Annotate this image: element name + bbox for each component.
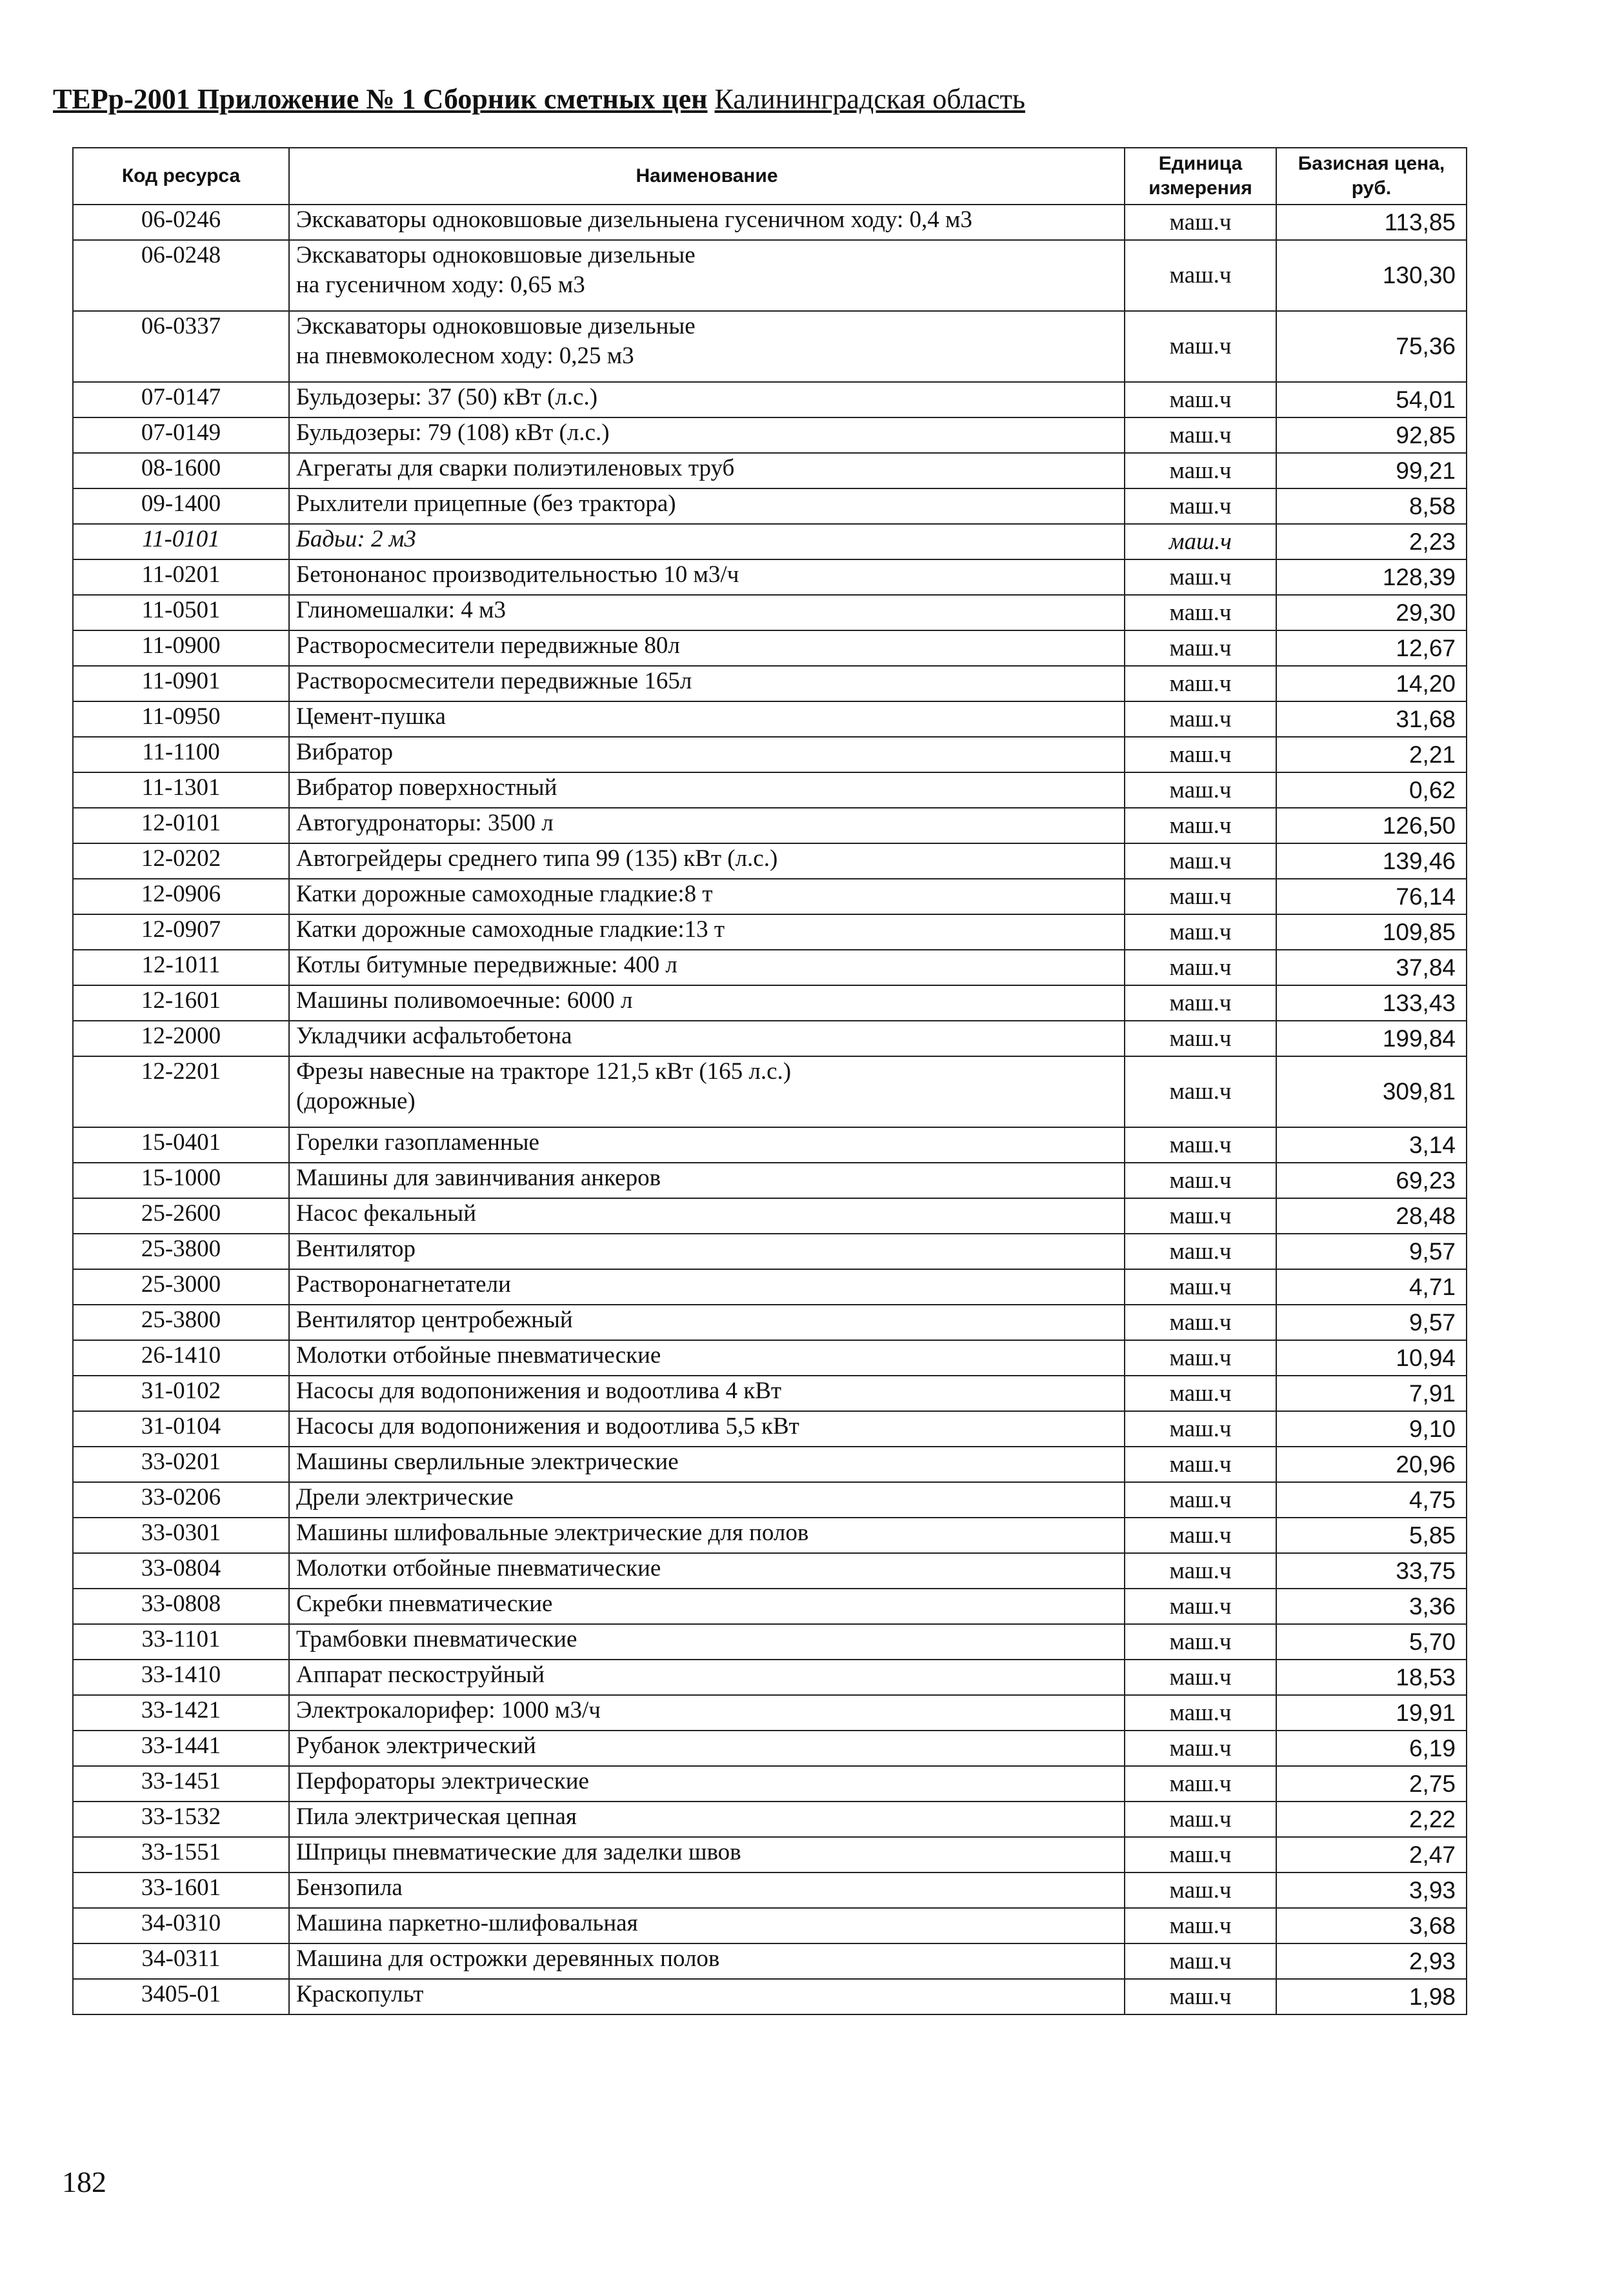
price-cell: 130,30 — [1276, 240, 1467, 311]
table-row — [73, 382, 1467, 417]
column-header-code: Код ресурса — [73, 148, 289, 205]
table-header-row — [73, 148, 1467, 205]
table-row — [73, 1837, 1467, 1872]
unit-cell: маш.ч — [1125, 1553, 1276, 1589]
name-cell: Экскаваторы одноковшовые дизельные на гусеничном ходу: 0,65 м3 — [289, 240, 1125, 311]
name-cell: Аппарат пескоструйный — [289, 1660, 1125, 1695]
code-cell: 25-2600 — [73, 1198, 289, 1234]
name-cell: Вентилятор — [289, 1234, 1125, 1269]
price-cell: 19,91 — [1276, 1695, 1467, 1731]
price-cell: 9,10 — [1276, 1411, 1467, 1447]
price-cell: 3,68 — [1276, 1908, 1467, 1943]
unit-cell: маш.ч — [1125, 1943, 1276, 1979]
price-cell: 4,75 — [1276, 1482, 1467, 1518]
table-row — [73, 1695, 1467, 1731]
price-cell: 76,14 — [1276, 879, 1467, 914]
code-cell: 06-0337 — [73, 311, 289, 382]
price-cell: 199,84 — [1276, 1021, 1467, 1056]
price-cell: 20,96 — [1276, 1447, 1467, 1482]
price-cell: 75,36 — [1276, 311, 1467, 382]
name-cell: Дрели электрические — [289, 1482, 1125, 1518]
unit-cell: маш.ч — [1125, 1269, 1276, 1305]
name-cell: Машины для завинчивания анкеров — [289, 1163, 1125, 1198]
price-cell: 10,94 — [1276, 1340, 1467, 1376]
unit-cell: маш.ч — [1125, 1695, 1276, 1731]
name-cell: Горелки газопламенные — [289, 1127, 1125, 1163]
name-cell: Экскаваторы одноковшовые дизельныена гусеничном ходу: 0,4 м3 — [289, 205, 1125, 240]
name-cell: Перфораторы электрические — [289, 1766, 1125, 1802]
unit-cell: маш.ч — [1125, 1482, 1276, 1518]
unit-cell: маш.ч — [1125, 914, 1276, 950]
code-cell: 34-0310 — [73, 1908, 289, 1943]
table-row — [73, 1766, 1467, 1802]
unit-cell: маш.ч — [1125, 1979, 1276, 2014]
price-cell: 31,68 — [1276, 701, 1467, 737]
price-cell: 139,46 — [1276, 843, 1467, 879]
page-number: 182 — [62, 2165, 106, 2198]
price-cell: 2,93 — [1276, 1943, 1467, 1979]
unit-cell: маш.ч — [1125, 630, 1276, 666]
code-cell: 12-0906 — [73, 879, 289, 914]
table-row — [73, 559, 1467, 595]
price-cell: 29,30 — [1276, 595, 1467, 630]
price-cell: 2,47 — [1276, 1837, 1467, 1872]
table-row — [73, 1056, 1467, 1127]
code-cell: 3405-01 — [73, 1979, 289, 2014]
unit-cell: маш.ч — [1125, 1340, 1276, 1376]
code-cell: 11-0101 — [73, 524, 289, 559]
unit-cell: маш.ч — [1125, 417, 1276, 453]
name-cell: Растворосмесители передвижные 165л — [289, 666, 1125, 701]
code-cell: 33-1441 — [73, 1731, 289, 1766]
table-row — [73, 1376, 1467, 1411]
name-cell: Глиномешалки: 4 м3 — [289, 595, 1125, 630]
price-cell: 33,75 — [1276, 1553, 1467, 1589]
unit-cell: маш.ч — [1125, 1518, 1276, 1553]
code-cell: 33-0804 — [73, 1553, 289, 1589]
unit-cell: маш.ч — [1125, 666, 1276, 701]
price-cell: 92,85 — [1276, 417, 1467, 453]
table-row — [73, 1411, 1467, 1447]
code-cell: 25-3800 — [73, 1234, 289, 1269]
code-cell: 06-0246 — [73, 205, 289, 240]
table-row — [73, 1979, 1467, 2014]
code-cell: 11-0950 — [73, 701, 289, 737]
unit-cell: маш.ч — [1125, 737, 1276, 772]
unit-cell: маш.ч — [1125, 1872, 1276, 1908]
price-cell: 133,43 — [1276, 985, 1467, 1021]
unit-cell: маш.ч — [1125, 1411, 1276, 1447]
code-cell: 33-1410 — [73, 1660, 289, 1695]
table-row — [73, 1234, 1467, 1269]
unit-cell: маш.ч — [1125, 205, 1276, 240]
code-cell: 09-1400 — [73, 488, 289, 524]
name-cell: Машины поливомоечные: 6000 л — [289, 985, 1125, 1021]
price-cell: 2,22 — [1276, 1802, 1467, 1837]
code-cell: 12-1011 — [73, 950, 289, 985]
price-cell: 309,81 — [1276, 1056, 1467, 1127]
code-cell: 33-0206 — [73, 1482, 289, 1518]
name-cell: Бульдозеры: 79 (108) кВт (л.с.) — [289, 417, 1125, 453]
name-cell: Фрезы навесные на тракторе 121,5 кВт (165 л.с.) (дорожные) — [289, 1056, 1125, 1127]
price-cell: 37,84 — [1276, 950, 1467, 985]
column-header-name: Наименование — [289, 148, 1125, 205]
code-cell: 12-1601 — [73, 985, 289, 1021]
code-cell: 12-0101 — [73, 808, 289, 843]
name-cell: Экскаваторы одноковшовые дизельные на пневмоколесном ходу: 0,25 м3 — [289, 311, 1125, 382]
name-cell: Растворосмесители передвижные 80л — [289, 630, 1125, 666]
table-row — [73, 701, 1467, 737]
code-cell: 11-0501 — [73, 595, 289, 630]
unit-cell: маш.ч — [1125, 1056, 1276, 1127]
table-row — [73, 1482, 1467, 1518]
table-row — [73, 1624, 1467, 1660]
name-cell: Шприцы пневматические для заделки швов — [289, 1837, 1125, 1872]
table-row — [73, 772, 1467, 808]
table-row — [73, 1163, 1467, 1198]
name-cell: Растворонагнетатели — [289, 1269, 1125, 1305]
table-row — [73, 1518, 1467, 1553]
price-cell: 12,67 — [1276, 630, 1467, 666]
price-cell: 3,93 — [1276, 1872, 1467, 1908]
table-row — [73, 1553, 1467, 1589]
table-row — [73, 808, 1467, 843]
table-row — [73, 1127, 1467, 1163]
table-row — [73, 1269, 1467, 1305]
code-cell: 12-2000 — [73, 1021, 289, 1056]
code-cell: 33-1551 — [73, 1837, 289, 1872]
price-cell: 128,39 — [1276, 559, 1467, 595]
name-cell: Краскопульт — [289, 1979, 1125, 2014]
name-cell: Рыхлители прицепные (без трактора) — [289, 488, 1125, 524]
code-cell: 31-0104 — [73, 1411, 289, 1447]
unit-cell: маш.ч — [1125, 1305, 1276, 1340]
unit-cell: маш.ч — [1125, 701, 1276, 737]
price-cell: 7,91 — [1276, 1376, 1467, 1411]
unit-cell: маш.ч — [1125, 453, 1276, 488]
table-row — [73, 1872, 1467, 1908]
name-cell: Машина паркетно-шлифовальная — [289, 1908, 1125, 1943]
page-title — [53, 83, 1025, 115]
price-cell: 2,23 — [1276, 524, 1467, 559]
code-cell: 07-0149 — [73, 417, 289, 453]
name-cell: Трамбовки пневматические — [289, 1624, 1125, 1660]
code-cell: 25-3800 — [73, 1305, 289, 1340]
table-row — [73, 914, 1467, 950]
code-cell: 33-0301 — [73, 1518, 289, 1553]
name-cell: Бадьи: 2 м3 — [289, 524, 1125, 559]
unit-cell: маш.ч — [1125, 559, 1276, 595]
table-row — [73, 1021, 1467, 1056]
name-cell: Катки дорожные самоходные гладкие:13 т — [289, 914, 1125, 950]
unit-cell: маш.ч — [1125, 595, 1276, 630]
unit-cell: маш.ч — [1125, 240, 1276, 311]
name-cell: Бензопила — [289, 1872, 1125, 1908]
code-cell: 15-0401 — [73, 1127, 289, 1163]
table-row — [73, 311, 1467, 382]
table-row — [73, 1340, 1467, 1376]
code-cell: 08-1600 — [73, 453, 289, 488]
name-cell: Автогрейдеры среднего типа 99 (135) кВт (л.с.) — [289, 843, 1125, 879]
table-body — [73, 205, 1467, 2014]
price-cell: 14,20 — [1276, 666, 1467, 701]
code-cell: 07-0147 — [73, 382, 289, 417]
code-cell: 15-1000 — [73, 1163, 289, 1198]
table-row — [73, 1660, 1467, 1695]
price-cell: 2,21 — [1276, 737, 1467, 772]
name-cell: Электрокалорифер: 1000 м3/ч — [289, 1695, 1125, 1731]
price-cell: 126,50 — [1276, 808, 1467, 843]
unit-cell: маш.ч — [1125, 879, 1276, 914]
unit-cell: маш.ч — [1125, 1021, 1276, 1056]
unit-cell: маш.ч — [1125, 1589, 1276, 1624]
name-cell: Молотки отбойные пневматические — [289, 1553, 1125, 1589]
code-cell: 12-0907 — [73, 914, 289, 950]
price-cell: 109,85 — [1276, 914, 1467, 950]
unit-cell: маш.ч — [1125, 1660, 1276, 1695]
unit-cell: маш.ч — [1125, 772, 1276, 808]
code-cell: 06-0248 — [73, 240, 289, 311]
name-cell: Вибратор поверхностный — [289, 772, 1125, 808]
table-row — [73, 737, 1467, 772]
table-row — [73, 1589, 1467, 1624]
code-cell: 11-1301 — [73, 772, 289, 808]
code-cell: 26-1410 — [73, 1340, 289, 1376]
unit-cell: маш.ч — [1125, 808, 1276, 843]
table-row — [73, 524, 1467, 559]
price-cell: 9,57 — [1276, 1234, 1467, 1269]
code-cell: 31-0102 — [73, 1376, 289, 1411]
table-row — [73, 1908, 1467, 1943]
name-cell: Скребки пневматические — [289, 1589, 1125, 1624]
price-cell: 8,58 — [1276, 488, 1467, 524]
name-cell: Молотки отбойные пневматические — [289, 1340, 1125, 1376]
name-cell: Насос фекальный — [289, 1198, 1125, 1234]
code-cell: 11-0900 — [73, 630, 289, 666]
unit-cell: маш.ч — [1125, 1802, 1276, 1837]
unit-cell: маш.ч — [1125, 985, 1276, 1021]
code-cell: 33-0201 — [73, 1447, 289, 1482]
name-cell: Насосы для водопонижения и водоотлива 5,5 кВт — [289, 1411, 1125, 1447]
table-row — [73, 985, 1467, 1021]
table-row — [73, 453, 1467, 488]
table-row — [73, 843, 1467, 879]
price-cell: 4,71 — [1276, 1269, 1467, 1305]
unit-cell: маш.ч — [1125, 1908, 1276, 1943]
table-row — [73, 205, 1467, 240]
price-cell: 3,14 — [1276, 1127, 1467, 1163]
code-cell: 33-1101 — [73, 1624, 289, 1660]
unit-cell: маш.ч — [1125, 1766, 1276, 1802]
unit-cell: маш.ч — [1125, 1198, 1276, 1234]
title-main: ТЕРр-2001 Приложение № 1 Сборник сметных цен — [53, 83, 708, 115]
unit-cell: маш.ч — [1125, 1163, 1276, 1198]
table-row — [73, 240, 1467, 311]
name-cell: Катки дорожные самоходные гладкие:8 т — [289, 879, 1125, 914]
table-row — [73, 1943, 1467, 1979]
price-cell: 5,70 — [1276, 1624, 1467, 1660]
code-cell: 12-0202 — [73, 843, 289, 879]
code-cell: 33-0808 — [73, 1589, 289, 1624]
price-cell: 18,53 — [1276, 1660, 1467, 1695]
name-cell: Бетононанос производительностью 10 м3/ч — [289, 559, 1125, 595]
unit-cell: маш.ч — [1125, 1447, 1276, 1482]
name-cell: Машины сверлильные электрические — [289, 1447, 1125, 1482]
code-cell: 33-1451 — [73, 1766, 289, 1802]
code-cell: 25-3000 — [73, 1269, 289, 1305]
name-cell: Цемент-пушка — [289, 701, 1125, 737]
name-cell: Вентилятор центробежный — [289, 1305, 1125, 1340]
table-row — [73, 1731, 1467, 1766]
unit-cell: маш.ч — [1125, 1624, 1276, 1660]
name-cell: Насосы для водопонижения и водоотлива 4 кВт — [289, 1376, 1125, 1411]
table-row — [73, 630, 1467, 666]
name-cell: Автогудронаторы: 3500 л — [289, 808, 1125, 843]
name-cell: Укладчики асфальтобетона — [289, 1021, 1125, 1056]
name-cell: Котлы битумные передвижные: 400 л — [289, 950, 1125, 985]
price-cell: 0,62 — [1276, 772, 1467, 808]
table-row — [73, 1447, 1467, 1482]
price-cell: 99,21 — [1276, 453, 1467, 488]
price-cell: 1,98 — [1276, 1979, 1467, 2014]
name-cell: Агрегаты для сварки полиэтиленовых труб — [289, 453, 1125, 488]
price-cell: 54,01 — [1276, 382, 1467, 417]
name-cell: Бульдозеры: 37 (50) кВт (л.с.) — [289, 382, 1125, 417]
unit-cell: маш.ч — [1125, 1837, 1276, 1872]
code-cell: 33-1532 — [73, 1802, 289, 1837]
code-cell: 11-0901 — [73, 666, 289, 701]
unit-cell: маш.ч — [1125, 382, 1276, 417]
table-row — [73, 1802, 1467, 1837]
name-cell: Пила электрическая цепная — [289, 1802, 1125, 1837]
code-cell: 12-2201 — [73, 1056, 289, 1127]
unit-cell: маш.ч — [1125, 1376, 1276, 1411]
price-cell: 3,36 — [1276, 1589, 1467, 1624]
price-cell: 2,75 — [1276, 1766, 1467, 1802]
unit-cell: маш.ч — [1125, 950, 1276, 985]
resource-price-table — [72, 147, 1467, 2015]
code-cell: 11-1100 — [73, 737, 289, 772]
table-row — [73, 1198, 1467, 1234]
table-row — [73, 595, 1467, 630]
column-header-price: Базисная цена, руб. — [1276, 148, 1467, 205]
code-cell: 11-0201 — [73, 559, 289, 595]
column-header-unit: Единица измерения — [1125, 148, 1276, 205]
code-cell: 34-0311 — [73, 1943, 289, 1979]
name-cell: Рубанок электрический — [289, 1731, 1125, 1766]
code-cell: 33-1421 — [73, 1695, 289, 1731]
unit-cell: маш.ч — [1125, 1234, 1276, 1269]
unit-cell: маш.ч — [1125, 1127, 1276, 1163]
code-cell: 33-1601 — [73, 1872, 289, 1908]
unit-cell: маш.ч — [1125, 1731, 1276, 1766]
price-cell: 69,23 — [1276, 1163, 1467, 1198]
table-row — [73, 417, 1467, 453]
unit-cell: маш.ч — [1125, 843, 1276, 879]
table-row — [73, 666, 1467, 701]
unit-cell: маш.ч — [1125, 524, 1276, 559]
table-row — [73, 488, 1467, 524]
unit-cell: маш.ч — [1125, 488, 1276, 524]
unit-cell: маш.ч — [1125, 311, 1276, 382]
name-cell: Машина для острожки деревянных полов — [289, 1943, 1125, 1979]
title-region: Калининградская область — [714, 83, 1025, 115]
price-cell: 113,85 — [1276, 205, 1467, 240]
price-cell: 9,57 — [1276, 1305, 1467, 1340]
price-cell: 28,48 — [1276, 1198, 1467, 1234]
name-cell: Машины шлифовальные электрические для полов — [289, 1518, 1125, 1553]
name-cell: Вибратор — [289, 737, 1125, 772]
table-row — [73, 1305, 1467, 1340]
table-row — [73, 879, 1467, 914]
price-cell: 5,85 — [1276, 1518, 1467, 1553]
table-row — [73, 950, 1467, 985]
price-cell: 6,19 — [1276, 1731, 1467, 1766]
